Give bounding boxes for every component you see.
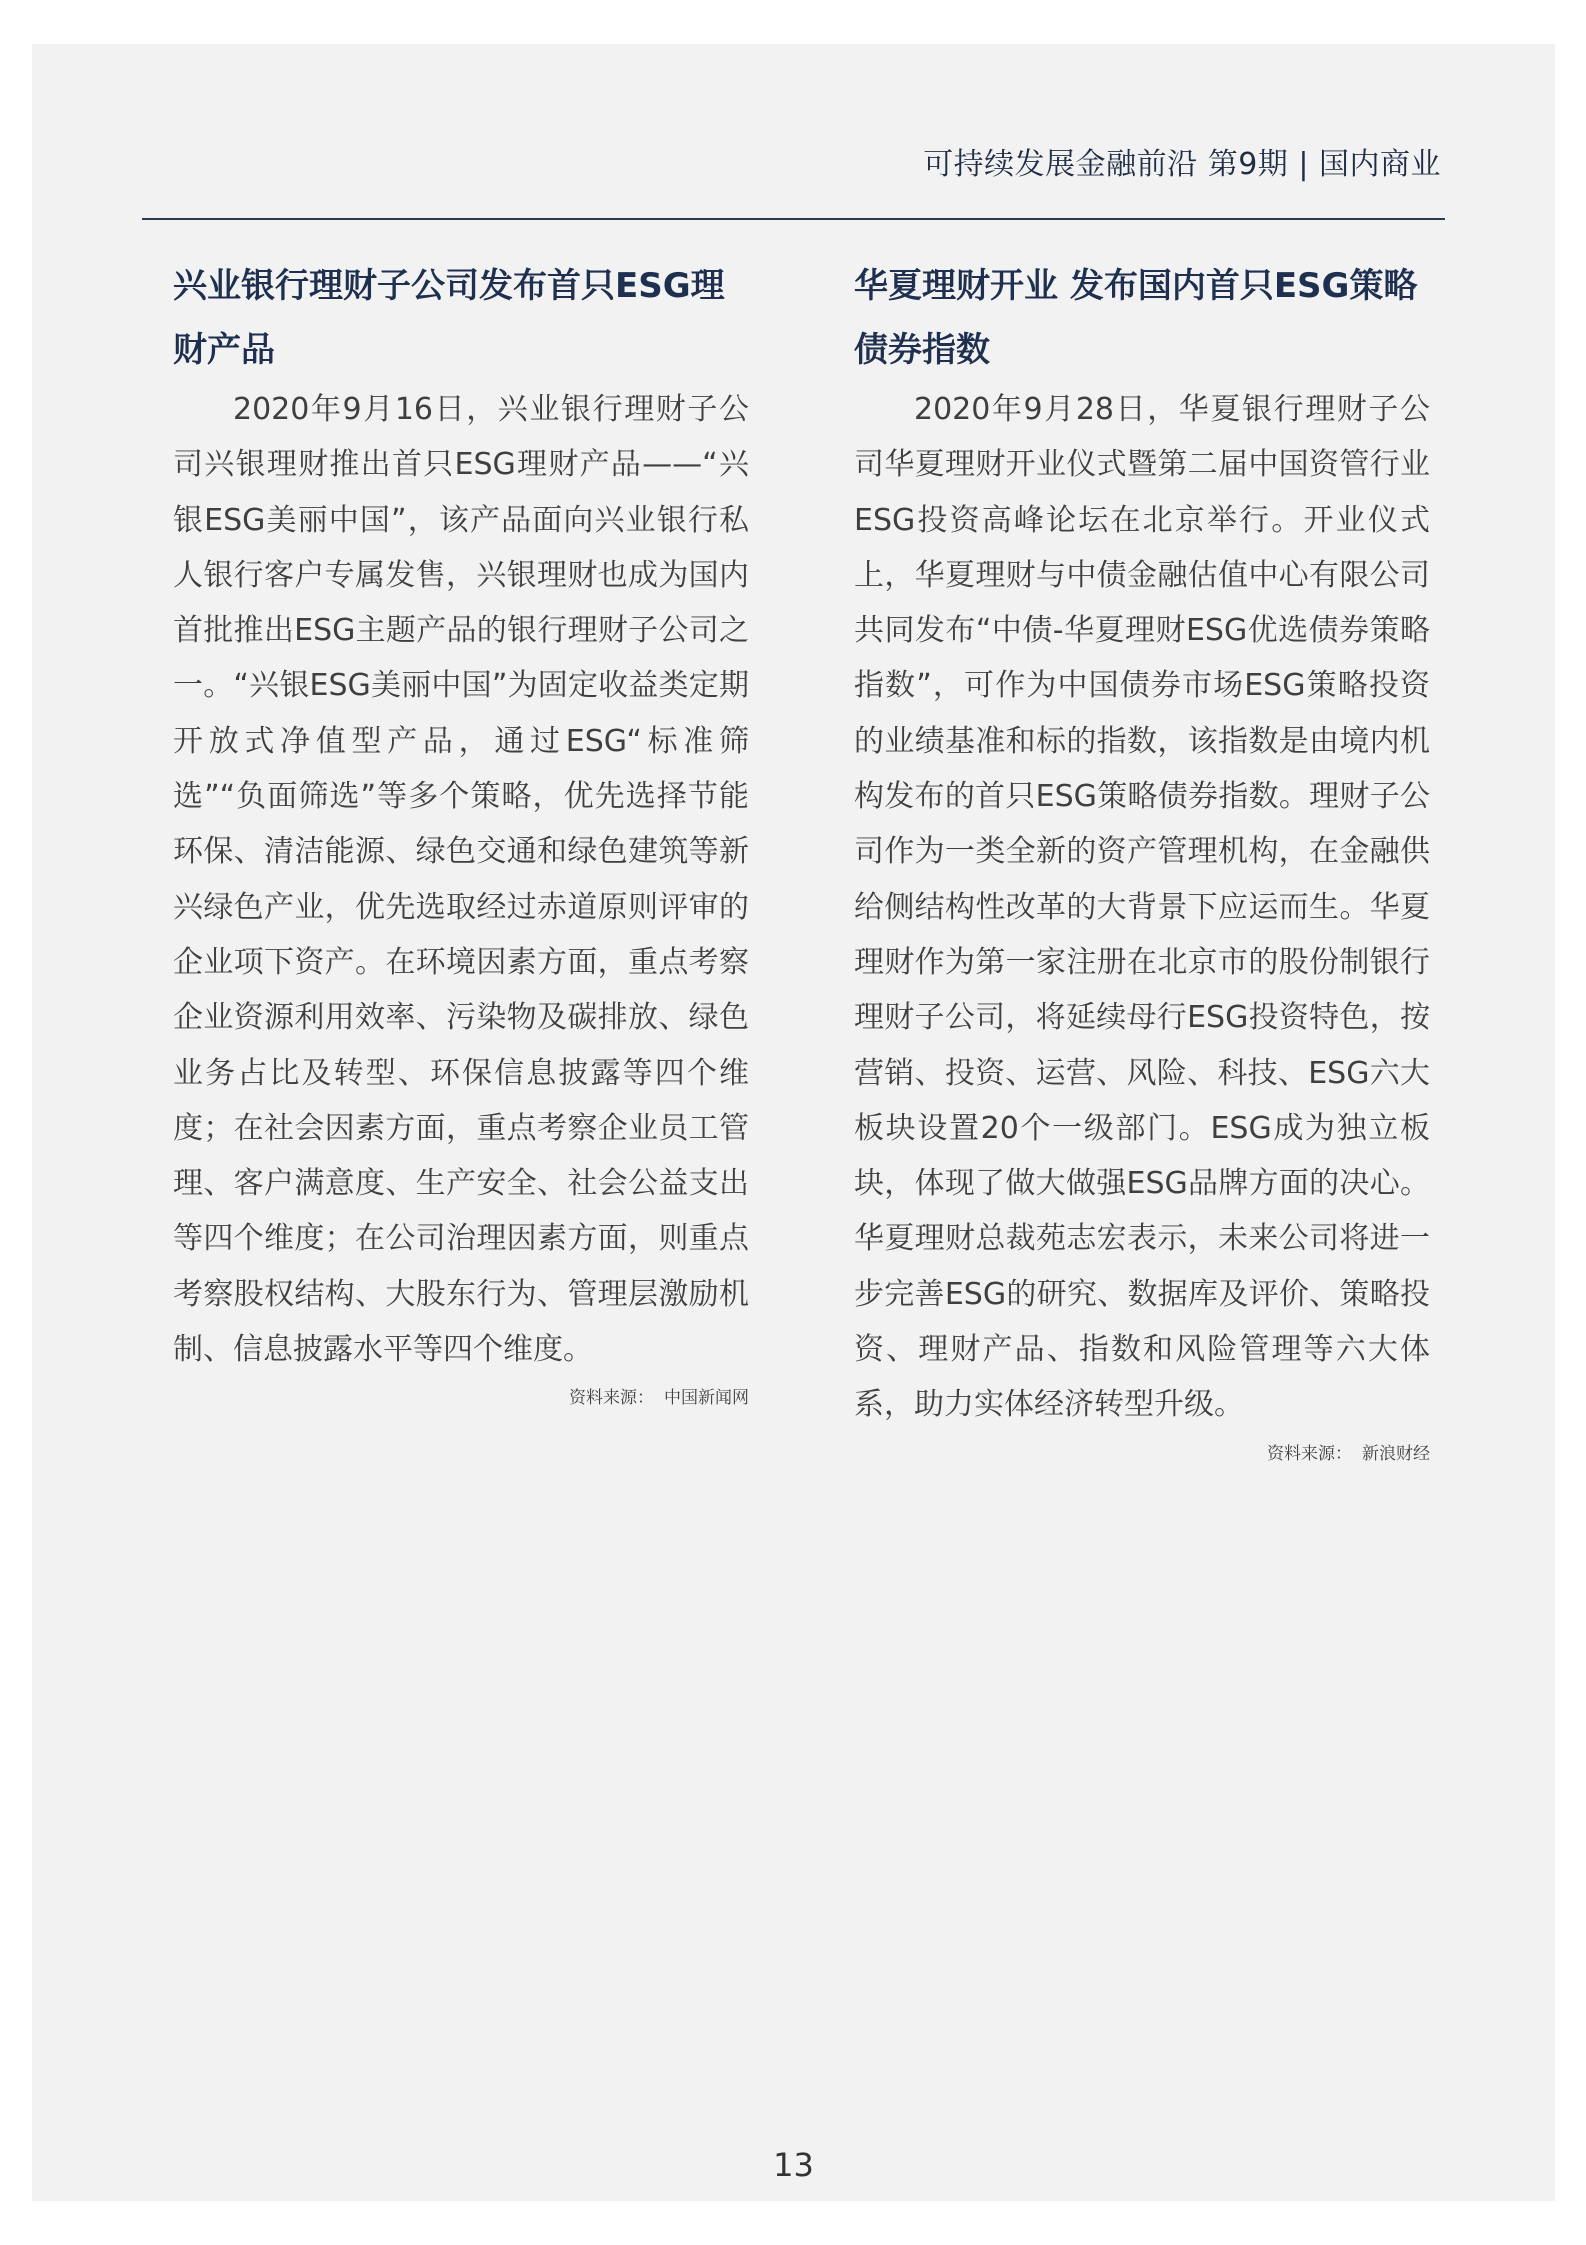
article-body: 2020年9月28日，华夏银行理财子公司华夏理财开业仪式暨第二届中国资管行业ESG投资高峰论坛在北京举行。开业仪式上，华夏理财与中债金融估值中心有限公司共同发布“中债-华夏理财ESG优选债券策略指数”，可作为中国债券市场ESG策略投资的业绩基准和标的指数，该指数是由境内机构发布的首只ESG策略债券指数。理财子公司作为一类全新的资产管理机构，在金融供给侧结构性改革的大背景下应运而生。华夏理财作为第一家注册在北京市的股份制银行理财子公司，将延续母行ESG投资特色，按营销、投资、运营、风险、科技、ESG六大板块设置20个一级部门。ESG成为独立板块，体现了做大做强ESG品牌方面的决心。华夏理财总裁苑志宏表示，未来公司将进一步完善ESG的研究、数据库及评价、策略投资、理财产品、指数和风险管理等六大体系，助力实体经济转型升级。 xyxy=(854,392,1430,1423)
source-name: 新浪财经 xyxy=(1362,1443,1430,1464)
article-right xyxy=(854,254,1430,1464)
article-source xyxy=(173,1383,749,1408)
article-title: 兴业银行理财子公司发布首只ESG理财产品 xyxy=(173,266,725,370)
article-left xyxy=(173,254,749,1408)
header-divider xyxy=(142,218,1445,220)
article-body: 2020年9月16日，兴业银行理财子公司兴银理财推出首只ESG理财产品——“兴银ESG美丽中国”，该产品面向兴业银行私人银行客户专属发售，兴银理财也成为国内首批推出ESG主题产品的银行理财子公司之一。“兴银ESG美丽中国”为固定收益类定期开放式净值型产品，通过ESG“标准筛选”“负面筛选”等多个策略，优先选择节能环保、清洁能源、绿色交通和绿色建筑等新兴绿色产业，优先选取经过赤道原则评审的企业项下资产。在环境因素方面，重点考察企业资源利用效率、污染物及碳排放、绿色业务占比及转型、环保信息披露等四个维度；在社会因素方面，重点考察企业员工管理、客户满意度、生产安全、社会公益支出等四个维度；在公司治理因素方面，则重点考察股权结构、大股东行为、管理层激励机制、信息披露水平等四个维度。 xyxy=(173,392,749,1368)
source-label: 资料来源： xyxy=(1267,1443,1352,1464)
page-sheet xyxy=(32,44,1555,2201)
article-source xyxy=(854,1439,1430,1464)
source-label: 资料来源： xyxy=(569,1388,654,1409)
article-title: 华夏理财开业 发布国内首只ESG策略债券指数 xyxy=(854,266,1418,370)
page-number: 13 xyxy=(773,2146,814,2184)
source-name: 中国新闻网 xyxy=(664,1388,749,1409)
running-header: 可持续发展金融前沿 第9期 | 国内商业 xyxy=(923,147,1441,182)
